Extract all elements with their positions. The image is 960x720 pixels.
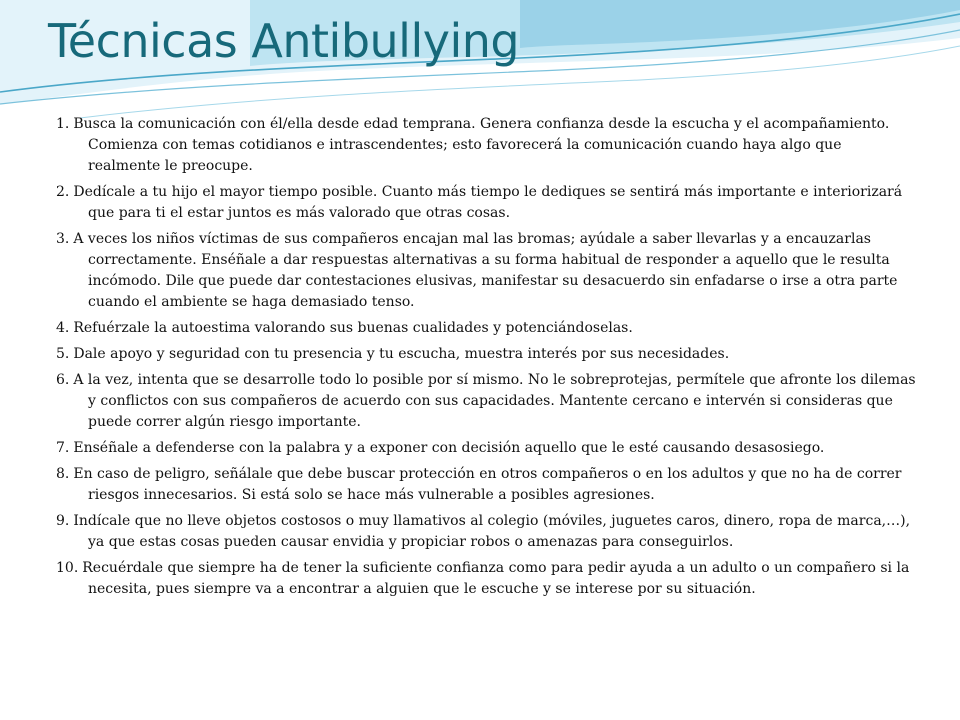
tip-number: 3. [56,231,70,247]
tip-text: A veces los niños víctimas de sus compañeros encajan mal las bromas; ayúdale a saber llevarlas y a encauzarlas correctamente. Enséñale a dar respuestas alternativas a su forma habitual de responder a aquello que le resulta incómodo. Dile que puede dar contestaciones elusivas, manifestar su desacuerdo sin enfadarse o irse a otra parte cuando el ambiente se haga demasiado tenso. [73,231,898,310]
tip-number: 6. [56,372,70,388]
tip-item [56,114,916,177]
tip-item [56,318,916,339]
tip-item [56,229,916,313]
tip-number: 4. [56,320,70,336]
tip-item [56,511,916,553]
tip-item [56,370,916,433]
tip-item [56,558,916,600]
tip-item [56,464,916,506]
tip-number: 8. [56,466,70,482]
tip-item [56,182,916,224]
tip-number: 2. [56,184,70,200]
tip-number: 7. [56,440,70,456]
tip-text: Recuérdale que siempre ha de tener la suficiente confianza como para pedir ayuda a un adulto o un compañero si la necesita, pues siempre va a encontrar a alguien que le escuche y se interese por su situación. [82,560,910,597]
tip-item [56,438,916,459]
tip-text: Dedícale a tu hijo el mayor tiempo posible. Cuanto más tiempo le dediques se sentirá más importante e interiorizará que para ti el estar juntos es más valorado que otras cosas. [73,184,903,221]
tip-text: Indícale que no lleve objetos costosos o muy llamativos al colegio (móviles, juguetes caros, dinero, ropa de marca,…), ya que estas cosas pueden causar envidia y propiciar robos o amenazas para conseguirlos. [73,513,911,550]
slide-title: Técnicas Antibullying [48,14,520,68]
tip-text: Enséñale a defenderse con la palabra y a exponer con decisión aquello que le esté causando desasosiego. [73,440,825,456]
tip-text: En caso de peligro, señálale que debe buscar protección en otros compañeros o en los adultos y que no ha de correr riesgos innecesarios. Si está solo se hace más vulnerable a posibles agresiones. [73,466,902,503]
tip-item [56,344,916,365]
tips-list [56,114,916,605]
tip-text: Dale apoyo y seguridad con tu presencia y tu escucha, muestra interés por sus necesidades. [73,346,730,362]
tip-text: A la vez, intenta que se desarrolle todo lo posible por sí mismo. No le sobreprotejas, permítele que afronte los dilemas y conflictos con sus compañeros de acuerdo con sus capacidades. Mantente cercano e intervén si consideras que puede correr algún riesgo importante. [73,372,916,430]
tip-number: 1. [56,116,70,132]
tip-number: 9. [56,513,70,529]
tip-number: 10. [56,560,79,576]
tip-number: 5. [56,346,70,362]
tip-text: Refuérzale la autoestima valorando sus buenas cualidades y potenciándoselas. [73,320,633,336]
tip-text: Busca la comunicación con él/ella desde edad temprana. Genera confianza desde la escucha y el acompañamiento. Comienza con temas cotidianos e intrascendentes; esto favorecerá la comunicación cuando haya algo que realmente le preocupe. [73,116,890,174]
